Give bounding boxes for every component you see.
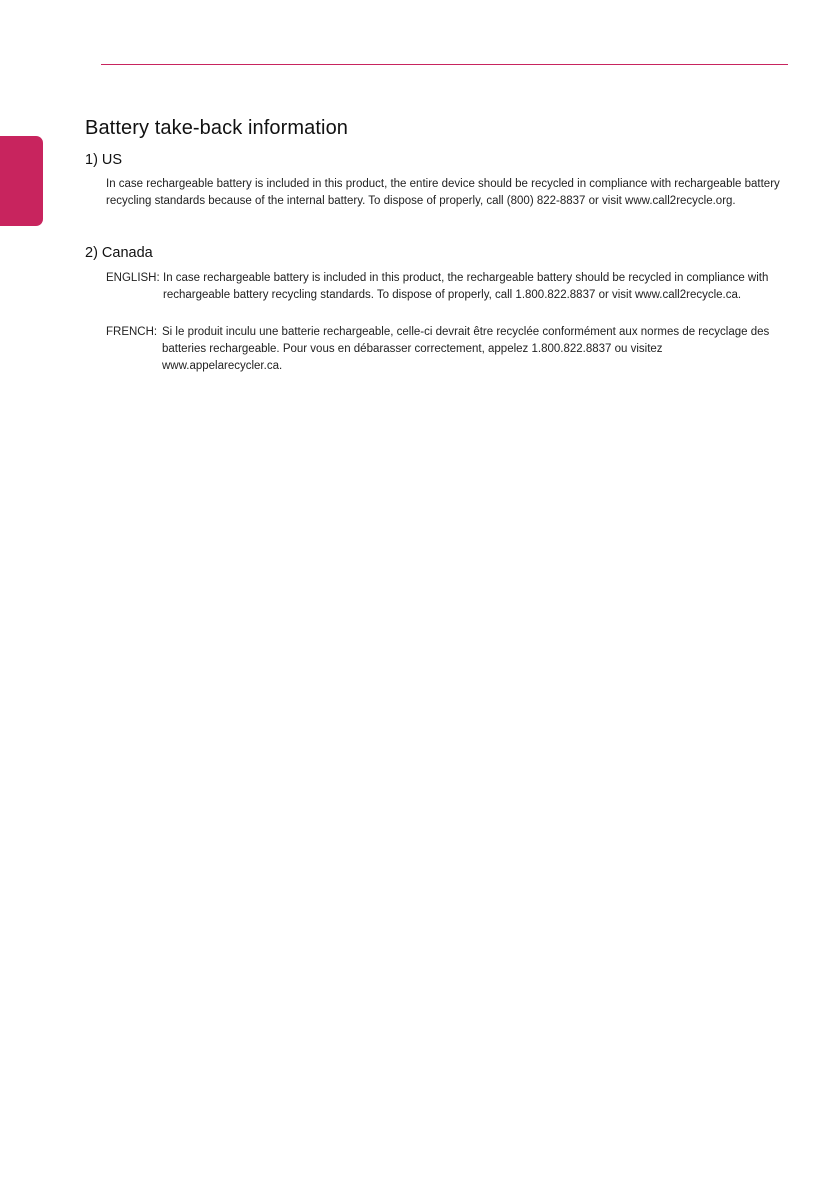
section-heading-us: 1) US [85,152,123,168]
page-title: Battery take-back information [85,117,349,139]
header-divider [101,64,788,65]
french-label: FRENCH: [106,326,158,338]
us-paragraph: In case rechargeable battery is included in this product, the entire device should be recycled in compliance with rechargeable battery recycling standards because of the internal battery. To dispose of properly, call (800) 822-8837 or visit www.call2recycle.org. [106,178,780,207]
english-paragraph: In case rechargeable battery is included in this product, the rechargeable battery should be recycled in compliance with rechargeable battery recycling standards. To dispose of properly, call 1.800.822.8837 or visit www.call2recycle.ca. [163,272,769,301]
french-paragraph: Si le produit inculu une batterie rechargeable, celle-ci devrait être recyclée conformément aux normes de recyclage des batteries rechargeable. Pour vous en débarasser correctement, appelez 1.800.822.8837 ou visitez www.appelarecycler.ca. [162,326,770,372]
english-label: ENGLISH: [106,272,160,284]
section-heading-canada: 2) Canada [85,245,153,261]
language-side-tab [0,136,43,226]
